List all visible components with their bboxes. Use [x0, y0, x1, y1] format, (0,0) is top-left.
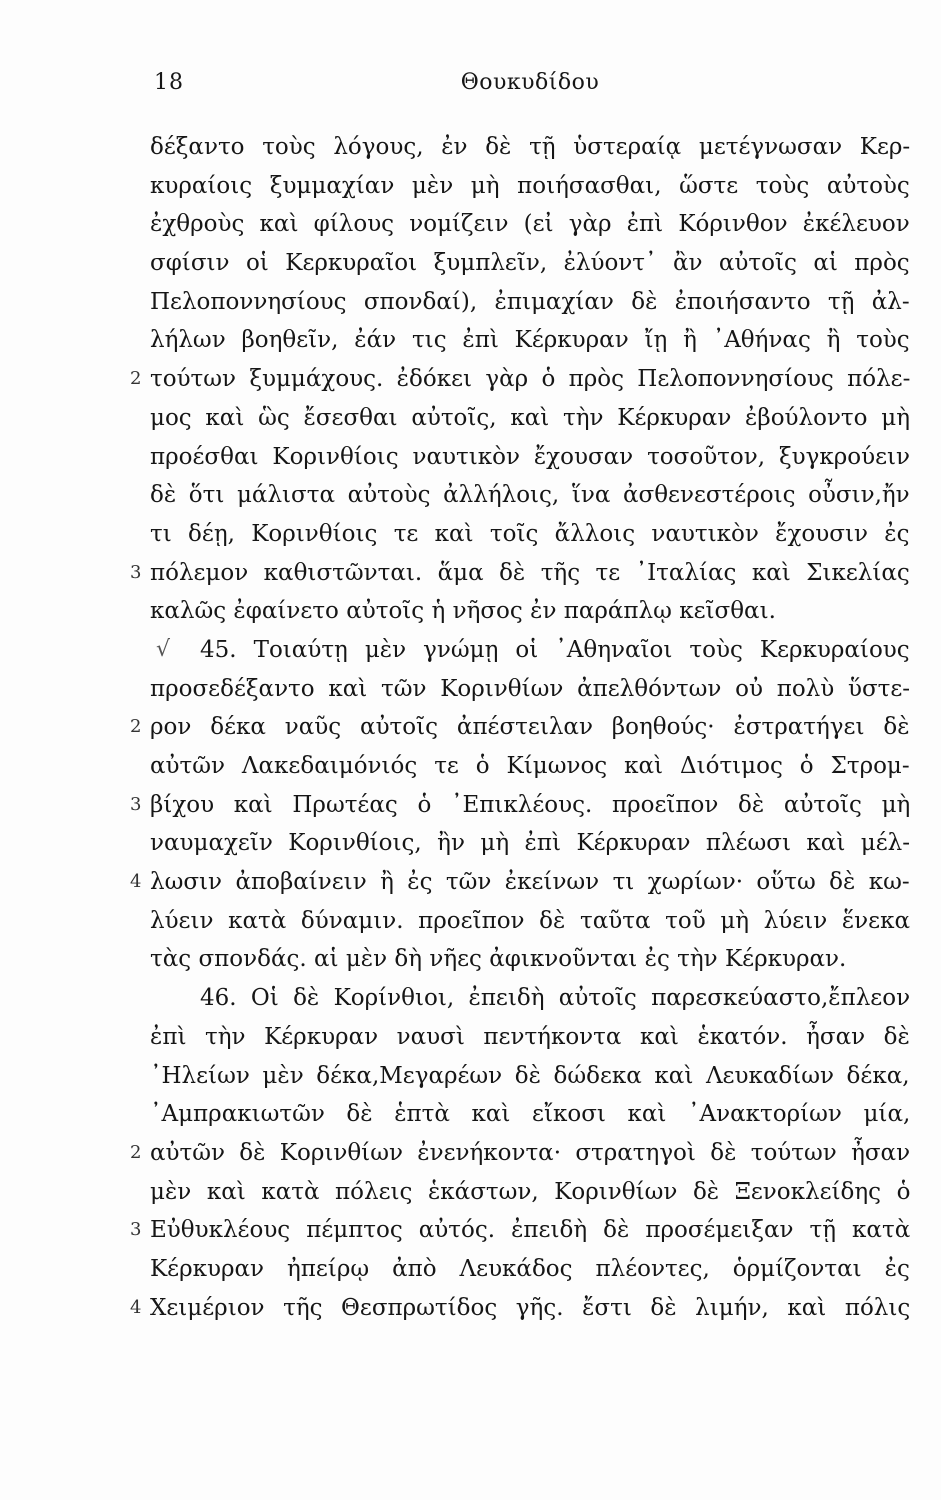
line-text: πόλεμον καθιστῶνται. ἅμα δὲ τῆς τε ᾽Ιταλίας καὶ Σικελίας	[150, 559, 910, 586]
line-text: ἐπὶ τὴν Κέρκυραν ναυσὶ πεντήκοντα καὶ ἑκατόν. ἦσαν δὲ	[150, 1023, 910, 1050]
text-line	[150, 940, 910, 979]
text-line	[130, 863, 910, 902]
text-line	[130, 1211, 911, 1250]
text-line	[150, 399, 910, 438]
text-line	[130, 554, 910, 593]
paragraph-start-line	[150, 979, 910, 1018]
line-text: τούτων ξυμμάχους. ἐδόκει γὰρ ὁ πρὸς Πελοποννησίους πόλε-	[150, 366, 911, 393]
margin-section-number: 4	[130, 1296, 142, 1318]
text-line	[150, 1095, 910, 1134]
line-text: Χειμέριον τῆς Θεσπρωτίδος γῆς. ἔστι δὲ λιμήν, καὶ πόλις	[150, 1294, 911, 1321]
text-line	[130, 1289, 911, 1328]
line-text: Κέρκυραν ἠπείρῳ ἀπὸ Λευκάδος πλέοντες, ὁρμίζονται ἐς	[150, 1255, 910, 1282]
text-line	[150, 1173, 910, 1212]
text-line	[130, 708, 910, 747]
text-line	[130, 786, 911, 825]
line-text: ναυμαχεῖν Κορινθίοις, ἢν μὴ ἐπὶ Κέρκυραν πλέωσι καὶ μέλ-	[150, 830, 910, 857]
line-text: τι δέῃ, Κορινθίοις τε καὶ τοῖς ἄλλοις ναυτικὸν ἔχουσιν ἐς	[150, 520, 910, 547]
margin-section-number: 3	[130, 561, 142, 583]
margin-section-number: 2	[130, 368, 142, 390]
body-text	[130, 128, 911, 1327]
paragraph-start-line	[150, 631, 910, 670]
text-line	[130, 360, 911, 399]
text-line	[130, 1134, 911, 1173]
text-line	[150, 747, 910, 786]
line-text: ρον δέκα ναῦς αὐτοῖς ἀπέστειλαν βοηθούς· ἐστρατήγει δὲ	[150, 714, 910, 741]
text-line	[150, 283, 910, 322]
line-text: μος καὶ ὣς ἔσεσθαι αὐτοῖς, καὶ τὴν Κέρκυραν ἐβούλοντο μὴ	[150, 404, 910, 431]
text-line	[150, 205, 910, 244]
text-line	[150, 438, 910, 477]
line-text: δὲ ὅτι μάλιστα αὐτοὺς ἀλλήλοις, ἵνα ἀσθενεστέροις οὖσιν,ἤν	[150, 482, 910, 509]
text-line	[150, 128, 910, 167]
text-line	[150, 670, 910, 709]
line-text: Εὐθυκλέους πέμπτος αὐτός. ἐπειδὴ δὲ προσέμειξαν τῇ κατὰ	[150, 1217, 911, 1244]
page-header	[150, 70, 910, 106]
line-text: ᾽Ηλείων μὲν δέκα,Μεγαρέων δὲ δώδεκα καὶ Λευκαδίων δέκα,	[150, 1062, 910, 1089]
text-line	[150, 167, 910, 206]
text-line	[150, 1250, 910, 1289]
line-text: λήλων βοηθεῖν, ἐάν τις ἐπὶ Κέρκυραν ἴῃ ἢ ᾽Αθήνας ἢ τοὺς	[150, 327, 910, 354]
line-text: σφίσιν οἱ Κερκυραῖοι ξυμπλεῖν, ἐλύοντ᾽ ἂν αὐτοῖς αἱ πρὸς	[150, 250, 910, 277]
line-text: ᾽Αμπρακιωτῶν δὲ ἑπτὰ καὶ εἴκοσι καὶ ᾽Ανακτορίων μία,	[150, 1101, 911, 1128]
margin-section-number: 3	[130, 793, 142, 815]
text-line	[150, 321, 910, 360]
line-text: κυραίοις ξυμμαχίαν μὲν μὴ ποιήσασθαι, ὥστε τοὺς αὐτοὺς	[150, 172, 910, 199]
line-text: 46. Οἱ δὲ Κορίνθιοι, ἐπειδὴ αὐτοῖς παρεσκεύαστο,ἔπλεον	[200, 985, 911, 1012]
line-text: αὐτῶν Λακεδαιμόνιός τε ὁ Κίμωνος καὶ Διότιμος ὁ Στρομ-	[150, 753, 910, 779]
text-line	[150, 244, 910, 283]
line-text: 45. Τοιαύτῃ μὲν γνώμῃ οἱ ᾽Αθηναῖοι τοὺς Κερκυραίους	[200, 636, 910, 663]
line-text: μὲν καὶ κατὰ πόλεις ἑκάστων, Κορινθίων δὲ Ξενοκλείδης ὁ	[150, 1178, 911, 1205]
running-title: Θουκυδίδου	[460, 70, 600, 95]
text-line	[150, 476, 910, 515]
page-number: 18	[154, 70, 184, 95]
margin-section-number: 2	[130, 1141, 142, 1163]
text-line	[150, 902, 910, 941]
margin-section-number: 4	[130, 871, 142, 893]
margin-section-number: 3	[130, 1219, 142, 1241]
line-text: ἐχθροὺς καὶ φίλους νομίζειν (εἰ γὰρ ἐπὶ Κόρινθον ἐκέλευον	[150, 211, 910, 238]
line-text: δέξαντο τοὺς λόγους, ἐν δὲ τῇ ὑστεραίᾳ μετέγνωσαν Κερ-	[150, 134, 911, 160]
text-line	[150, 592, 910, 631]
text-line	[150, 1018, 910, 1057]
line-text: αὐτῶν δὲ Κορινθίων ἐνενήκοντα· στρατηγοὶ δὲ τούτων ἦσαν	[150, 1139, 911, 1166]
line-text: τὰς σπονδάς. αἱ μὲν δὴ νῆες ἀφικνοῦνται ἐς τὴν Κέρκυραν.	[150, 946, 847, 973]
handwritten-check-mark: √	[156, 636, 171, 662]
line-text: λύειν κατὰ δύναμιν. προεῖπον δὲ ταῦτα τοῦ μὴ λύειν ἕνεκα	[150, 907, 910, 934]
line-text: Πελοποννησίους σπονδαί), ἐπιμαχίαν δὲ ἐποιήσαντο τῇ ἀλ-	[150, 288, 910, 315]
line-text: λωσιν ἀποβαίνειν ἢ ἐς τῶν ἐκείνων τι χωρίων· οὕτω δὲ κω-	[150, 869, 910, 896]
line-text: προσεδέξαντο καὶ τῶν Κορινθίων ἀπελθόντων οὐ πολὺ ὕστε-	[150, 675, 911, 702]
line-text: βίχου καὶ Πρωτέας ὁ ᾽Επικλέους. προεῖπον δὲ αὐτοῖς μὴ	[150, 791, 911, 818]
text-line	[150, 1057, 910, 1096]
text-line	[150, 515, 910, 554]
line-text: καλῶς ἐφαίνετο αὐτοῖς ἡ νῆσος ἐν παράπλῳ κεῖσθαι.	[150, 598, 776, 625]
text-line	[150, 824, 910, 863]
margin-section-number: 2	[130, 716, 142, 738]
line-text: προέσθαι Κορινθίοις ναυτικὸν ἔχουσαν τοσοῦτον, ξυγκρούειν	[150, 443, 910, 470]
